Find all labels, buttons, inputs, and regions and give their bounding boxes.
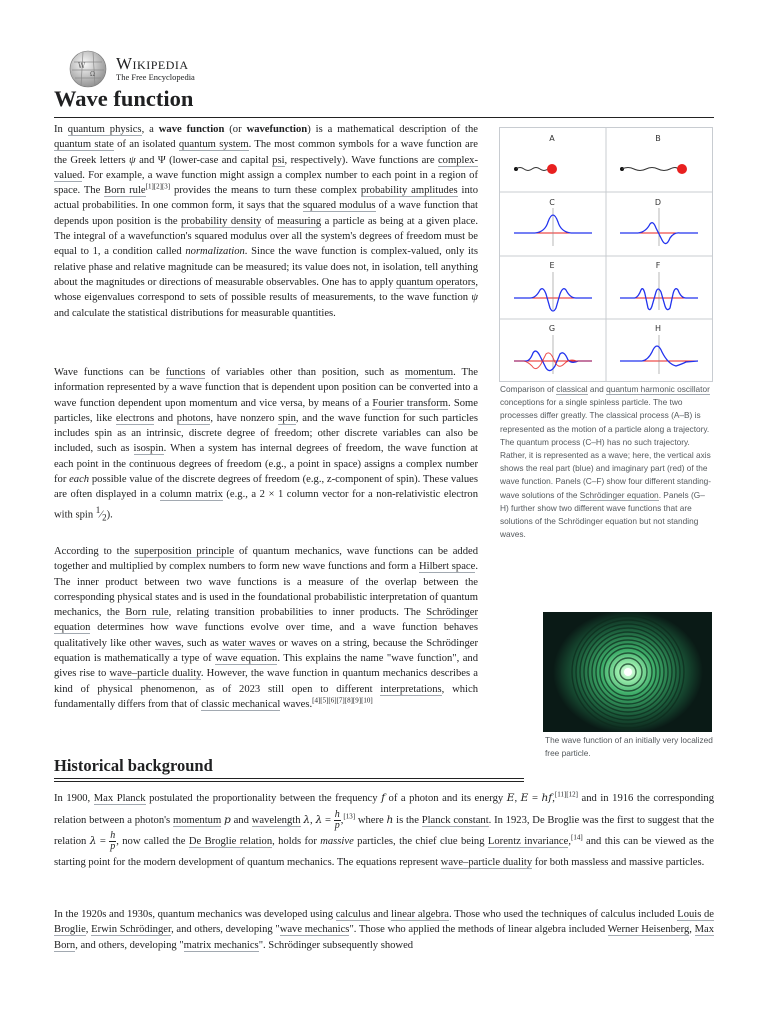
link-wave-particle-duality[interactable]: wave–particle duality <box>109 668 201 680</box>
link-louis-de-broglie[interactable]: Louis de Broglie <box>54 909 715 936</box>
panel-label-h: H <box>654 324 662 333</box>
link-de-broglie-relation[interactable]: De Broglie relation <box>188 836 273 847</box>
caption-text: and <box>587 384 607 394</box>
panel-label-c: C <box>549 198 555 207</box>
citation[interactable]: [1][2][3] <box>145 182 171 191</box>
link-quantum-physics[interactable]: quantum physics <box>67 124 142 135</box>
link-classic-mechanical[interactable]: classic mechanical <box>201 698 281 710</box>
page-title: Wave function <box>54 86 194 111</box>
link-max-born[interactable]: Max Born <box>54 924 715 951</box>
citation[interactable]: [11][12] <box>554 790 578 799</box>
link-psi[interactable]: psi <box>272 154 285 166</box>
link-wavelength[interactable]: wavelength <box>251 814 301 826</box>
link-quantum-operators[interactable]: quantum operators <box>396 276 476 288</box>
citation[interactable]: [13] <box>343 811 356 820</box>
panel-a-spring <box>514 164 557 174</box>
free-particle-wave-image[interactable] <box>543 612 712 732</box>
svg-text:Ω: Ω <box>90 71 95 78</box>
link-wave-mechanics[interactable]: wave mechanics <box>279 924 350 936</box>
link-matrix-mechanics[interactable]: matrix mechanics <box>183 939 259 951</box>
link-complex-valued[interactable]: complex-valued <box>54 154 478 181</box>
link-quantum-state[interactable]: quantum state <box>54 139 114 151</box>
wikipedia-logo[interactable] <box>69 50 269 86</box>
panel-label-g: G <box>548 324 556 333</box>
oscillator-comparison-figure[interactable] <box>499 127 713 382</box>
concentric-rings <box>543 612 712 732</box>
caption-text: . Panels (G–H) further show two different wave functions that are solutions of the Schrödinger equation but not standing waves. <box>500 489 705 540</box>
link-momentum[interactable]: momentum <box>404 367 454 378</box>
link-measuring[interactable]: measuring <box>277 215 322 227</box>
link-linear-algebra[interactable]: linear algebra <box>391 909 449 920</box>
link-squared-modulus[interactable]: squared modulus <box>303 200 376 212</box>
citation[interactable]: [14] <box>571 833 583 842</box>
oscillator-panels <box>500 128 712 381</box>
link-waves[interactable]: waves <box>154 637 182 649</box>
panel-b-spring <box>620 164 687 174</box>
link-werner-heisenberg[interactable]: Werner Heisenberg <box>607 924 690 936</box>
link-planck-constant[interactable]: Planck constant <box>421 814 489 826</box>
link-calculus[interactable]: calculus <box>335 909 371 920</box>
history-paragraph-2: In the 1920s and 1930s, quantum mechanics was developed using calculus and linear algebra. Those who used the techniques of calculus included Louis de Broglie, Erwin Schrödinger, and others, developing "wave mechanics". Those who applied the methods of linear algebra included Werner Heisenberg, Max Born, and others, developing "matrix mechanics". Schrödinger subsequently showed <box>54 909 715 951</box>
link-electrons[interactable]: electrons <box>115 412 155 424</box>
link-classical[interactable]: classical <box>556 384 588 394</box>
link-wave-equation[interactable]: wave equation <box>215 653 278 665</box>
panel-label-f: F <box>655 261 661 270</box>
link-column-matrix[interactable]: column matrix <box>159 489 223 501</box>
link-probability-density[interactable]: probability density <box>180 215 262 227</box>
link-schrodinger-equation[interactable]: Schrödinger equation <box>54 607 478 634</box>
link-hilbert-space[interactable]: Hilbert space <box>419 561 476 573</box>
intro-paragraph-1: In quantum physics, a wave function (or wavefunction) is a mathematical description of the quantum state of an isolated quantum system. The most common symbols for a wave function are the Greek letters ψ and Ψ (lower-case and capital psi, respectively). Wave functions are complex-valued. For example, a wave function might assign a complex number to each point in a region of space. The Born rule[1][2][3] provides the means to turn these complex probability amplitudes into actual probabilities. In one common form, it says that the squared modulus of a wave function that depends upon position is the probability density of measuring a particle as being at a given place. The integral of a wavefunction's squared modulus over all the system's degrees of freedom must be equal to 1, a condition called normalization. Since the wave function is complex-valued, only its relative phase and relative magnitude can be measured; its value does not, in isolation, tell anything about the magnitudes or directions of measurable observables. One has to apply quantum operators, whose eigenvalues correspond to sets of possible results of measurements, to the wave function ψ and calculate the statistical distributions for measurable quantities. <box>54 124 479 319</box>
panel-label-d: D <box>654 198 662 207</box>
puzzle-globe-icon <box>69 50 107 88</box>
section-divider <box>54 778 524 782</box>
link-photons[interactable]: photons <box>176 412 211 424</box>
link-born-rule[interactable]: Born rule <box>104 185 146 197</box>
link-interpretations[interactable]: interpretations <box>380 683 442 695</box>
link-quantum-system[interactable]: quantum system <box>178 139 249 151</box>
wordmark: Wikipedia <box>116 54 189 73</box>
tagline: The Free Encyclopedia <box>116 72 195 82</box>
figure-1-caption <box>500 383 712 541</box>
link-wave-particle-duality-2[interactable]: wave–particle duality <box>440 856 533 868</box>
panel-label-a: A <box>549 134 555 143</box>
link-isospin[interactable]: isospin <box>133 443 164 455</box>
intro-paragraph-3: According to the superposition principle of quantum mechanics, wave functions can be added together and multiplied by complex numbers to form new wave functions and form a Hilbert space. The inner product between two wave functions is a measure of the overlap between the corresponding physical states and is used in the foundational probabilistic interpretation of quantum mechanics, the Born rule, relating transition probabilities to inner products. The Schrödinger equation determines how wave functions evolve over time, and a wave function behaves qualitatively like other waves, such as water waves or waves on a string, because the Schrödinger equation is mathematically a type of wave equation. This explains the name "wave function", and gives rise to wave–particle duality. However, the wave function in quantum mechanics describes a kind of physical phenomenon, as of 2023 still open to different interpretations, which fundamentally differs from that of classic mechanical waves.[4][5][6][7][8][9][10] <box>54 546 479 710</box>
svg-text:W: W <box>78 62 86 70</box>
link-functions[interactable]: functions <box>165 367 206 378</box>
link-fourier-transform[interactable]: Fourier transform <box>372 397 448 409</box>
link-momentum-2[interactable]: momentum <box>172 814 222 826</box>
link-lorentz-invariance[interactable]: Lorentz invariance <box>487 836 569 847</box>
link-max-planck[interactable]: Max Planck <box>93 793 146 804</box>
link-born-rule-2[interactable]: Born rule <box>125 607 169 619</box>
section-heading-historical-background: Historical background <box>54 756 213 775</box>
intro-paragraph-2: Wave functions can be functions of variables other than position, such as momentum. The information represented by a wave function that is dependent upon position can be converted into a wave function dependent upon momentum and vice versa, by means of a Fourier transform. Some particles, like electrons and photons, have nonzero spin, and the wave function for such particles includes spin as an intrinsic, discrete degree of freedom; other discrete variables can also be included, such as isospin. When a system has internal degrees of freedom, the wave function at each point in the continuous degrees of freedom (e.g., a point in space) assigns a complex number for each possible value of the discrete degrees of freedom (e.g., z-component of spin). These values are often displayed in a column matrix (e.g., a 2 × 1 column vector for a non-relativistic electron with spin $^1⁄_2$). <box>54 367 479 523</box>
caption-text: Comparison of <box>500 384 557 394</box>
link-water-waves[interactable]: water waves <box>222 637 276 649</box>
panel-label-e: E <box>549 261 555 270</box>
link-superposition-principle[interactable]: superposition principle <box>134 546 235 557</box>
citation[interactable]: [4][5][6][7][8][9][10] <box>312 696 373 705</box>
link-spin[interactable]: spin <box>278 412 296 424</box>
link-erwin-schrodinger[interactable]: Erwin Schrödinger <box>91 924 172 936</box>
link-quantum-harmonic-oscillator[interactable]: quantum harmonic oscillator <box>606 384 710 394</box>
history-paragraph-1: In 1900, Max Planck postulated the proportionality between the frequency f of a photon and its energy E, E = hf,[11][12] and in 1916 the corresponding relation between a photon's momentum p and wavelength λ, λ = $\frac{h}{p}$ ,[13] where h is the Planck constant. In 1923, De Broglie was the first to suggest that the relation λ = $\frac{h}{p}$ , now called the De Broglie relation, holds for massive particles, the chief clue being Lorentz invariance,[14] and this can be viewed as the starting point for the modern development of quantum mechanics. The equations represent wave–particle duality for both massless and massive particles. <box>54 790 715 868</box>
title-divider <box>54 117 714 118</box>
caption-text: conceptions for a single spinless particle. The two processes differ greatly. The classical process (A–B) is represented as the motion of a particle along a trajectory. The quantum process (C–H) has no such trajectory. Rather, it is represented as a wave; here, the vertical axis shows the real part (blue) and imaginary part (red) of the wave function. Panels (C–F) show four different standing-wave solutions of the <box>500 397 712 500</box>
link-schrodinger-equation-caption[interactable]: Schrödinger equation <box>579 489 659 500</box>
figure-2-caption: The wave function of an initially very localized free particle. <box>545 735 713 759</box>
panel-label-b: B <box>655 134 661 143</box>
link-probability-amplitudes[interactable]: probability amplitudes <box>360 185 458 197</box>
